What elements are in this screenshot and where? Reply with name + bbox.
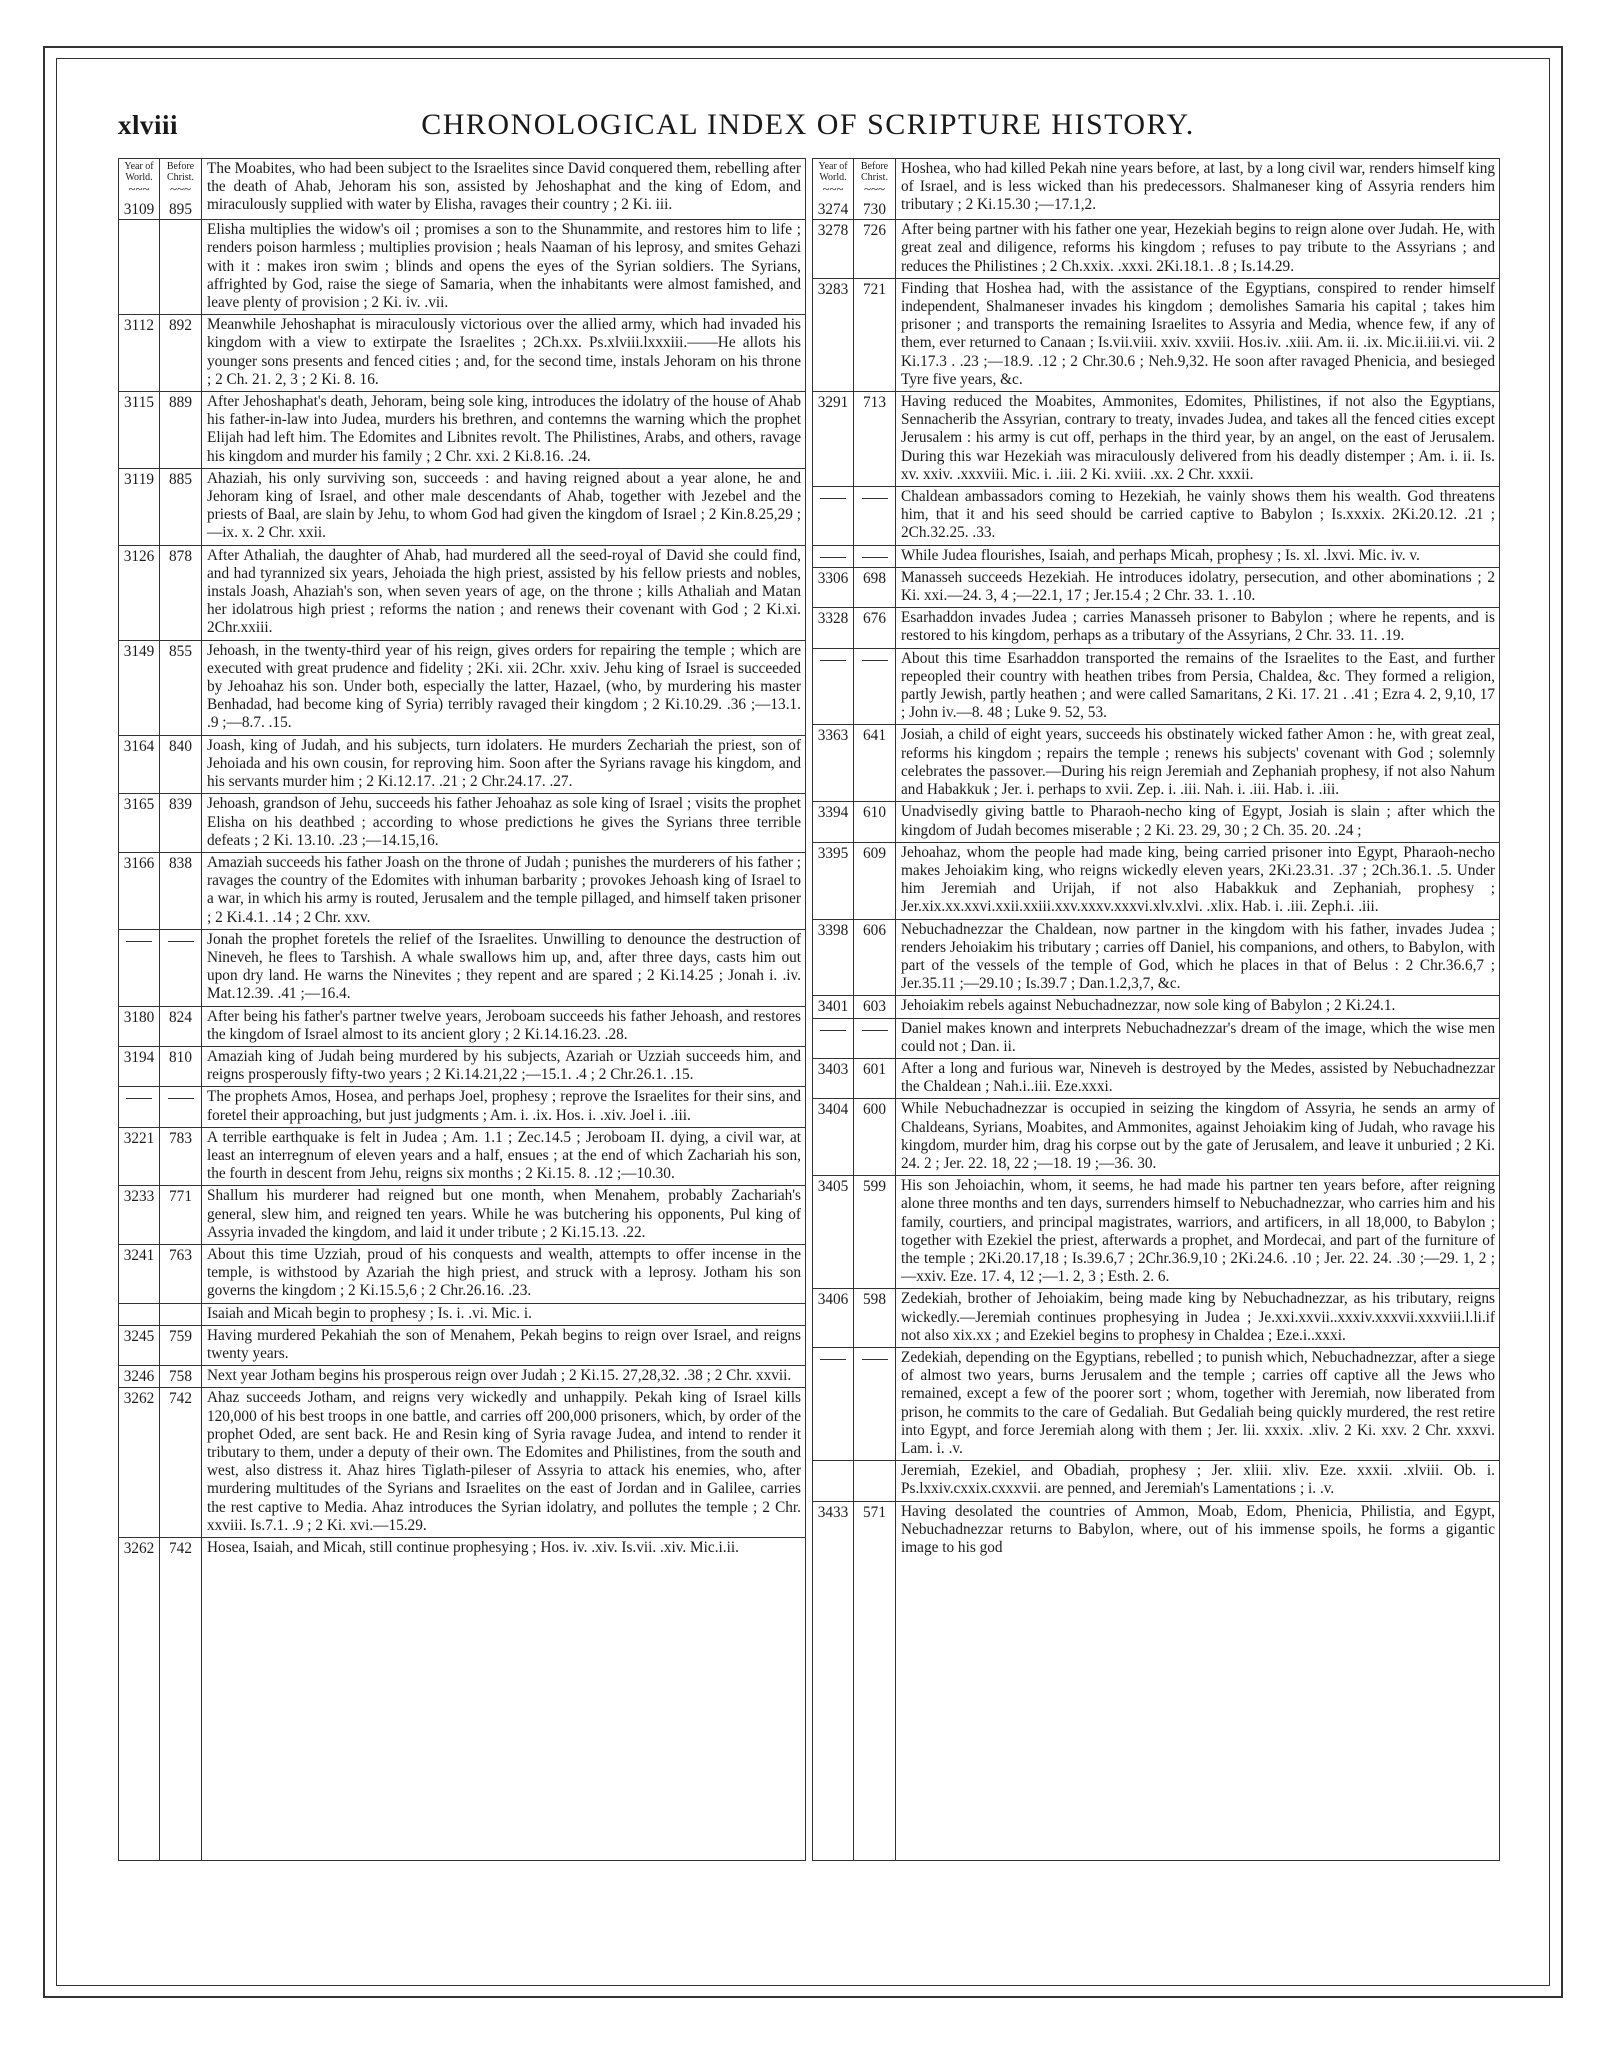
index-entry bbox=[119, 1244, 805, 1303]
year-before-christ bbox=[854, 487, 896, 545]
year-header-tilde: ~~~ bbox=[822, 181, 844, 196]
entry-text: Having desolated the countries of Ammon, Moab, Edom, Phenicia, Philistia, and Egypt, Nebuchadnezzar returns to Babylon, where, out of his immense spoils, he forms a gigantic image to his god bbox=[901, 1502, 1495, 1557]
year-before-christ: 610 bbox=[854, 802, 896, 841]
year-before-christ: 609 bbox=[854, 843, 896, 919]
entry-text: About this time Uzziah, proud of his conquests and wealth, attempts to offer incense in the temple, is withstood by Azariah the high priest, and struck with a leprosy. Jotham his son governs the kingdom ; 2 Ki.15.5,6 ; 2 Chr.26.16. .23. bbox=[207, 1245, 801, 1300]
page-title: CHRONOLOGICAL INDEX OF SCRIPTURE HISTORY. bbox=[421, 108, 1195, 141]
year-before-christ: 742 bbox=[160, 1388, 202, 1537]
index-entry bbox=[119, 468, 805, 545]
year-before-christ bbox=[160, 930, 202, 1006]
index-entry bbox=[119, 1325, 805, 1365]
index-entry bbox=[119, 1387, 805, 1537]
index-entry bbox=[119, 929, 805, 1006]
index-entry bbox=[119, 219, 805, 314]
year-before-christ: 771 bbox=[160, 1186, 202, 1244]
year-before-christ: 676 bbox=[854, 608, 896, 647]
entry-text: The prophets Amos, Hosea, and perhaps Joel, prophesy ; reprove the Israelites for their sins, and foretel their approaching, but just judgments ; Am. i. .ix. Hos. i. .xiv. Joel i. .iii. bbox=[207, 1088, 801, 1124]
year-before-christ: 758 bbox=[160, 1366, 202, 1387]
year-of-world: 3406 bbox=[813, 1289, 854, 1347]
year-before-christ bbox=[854, 1019, 896, 1058]
entry-text: The Moabites, who had been subject to the Israelites since David conquered them, rebelling after the death of Ahab, Jehoram his son, assisted by Jehoshaphat and the king of Edom, and miraculously supplied with water by Elisha, ravages their country ; 2 Ki. iii. bbox=[207, 160, 801, 214]
index-entry bbox=[119, 1006, 805, 1046]
year-of-world: 3115 bbox=[119, 392, 160, 468]
index-entry bbox=[119, 1127, 805, 1186]
index-entry bbox=[813, 486, 1499, 545]
index-entry bbox=[119, 793, 805, 852]
year-of-world: 3262 bbox=[119, 1388, 160, 1537]
index-entry bbox=[813, 1501, 1499, 1560]
entry-text: Jehoiakim rebels against Nebuchadnezzar, now sole king of Babylon ; 2 Ki.24.1. bbox=[901, 997, 1396, 1015]
year-of-world bbox=[813, 1019, 854, 1058]
year-of-world bbox=[119, 1087, 160, 1126]
entry-text: Hosea, Isaiah, and Micah, still continue prophesying ; Hos. iv. .xiv. Is.vii. .xiv. Mic.i.ii. bbox=[207, 1539, 739, 1557]
index-entry bbox=[813, 648, 1499, 725]
year-before-christ: 892 bbox=[160, 315, 202, 391]
year-before-christ: 783 bbox=[160, 1128, 202, 1186]
entry-text: His son Jehoiachin, whom, it seems, he had made his partner ten years before, after reigning alone three months and ten days, surrenders himself to Nebuchadnezzar, who carries him and his family, courtiers, and principal magistrates, warriors, and artificers, in all 18,000, to Babylon ; together with Ezekiel the priest, afterwards a prophet, and Mordecai, and part of the furniture of the temple ; 2Ki.20.17,18 ; Is.39.6,7 ; 2Chr.36.9,10 ; 2Ki.24.6. .10 ; Jer. 22. 24. .30 ;—29. 1, 2 ;—xxiv. Eze. 17. 4, 12 ;—1. 2, 3 ; Esth. 2. 6. bbox=[901, 1177, 1495, 1286]
year-of-world: 3404 bbox=[813, 1099, 854, 1175]
entry-text: Shallum his murderer had reigned but one month, when Menahem, probably Zachariah's general, slew him, and reigned ten years. While he was butchering his opponents, Pul king of Assyria invaded the kingdom, and laid it under tribute ; 2 Ki.15.13. .22. bbox=[207, 1187, 801, 1241]
year-before-christ: 889 bbox=[160, 392, 202, 468]
entry-text: Having reduced the Moabites, Ammonites, Edomites, Philistines, if not also the Egyptians, Sennacherib the Assyrian, contrary to treaty, invades Judea, and takes all the fenced cities except Jerusalem : his army is cut off, perhaps in the third year, by an angel, on the east of Jerusalem. During this war Hezekiah was miraculously delivered from his deadly distemper ; Am. i. ii. Is. xv. xxiv. .xxxviii. Mic. i. .iii. 2 Ki. xviii. .xx. 2 Chr. xxxii. bbox=[901, 393, 1495, 483]
year-of-world bbox=[119, 159, 160, 219]
index-entry bbox=[813, 219, 1499, 278]
index-entry bbox=[813, 391, 1499, 486]
year-of-world bbox=[813, 487, 854, 545]
year-of-world bbox=[813, 159, 854, 219]
index-entry bbox=[119, 1303, 805, 1325]
entry-text: Elisha multiplies the widow's oil ; promises a son to the Shunammite, and restores him to life ; renders poison harmless ; multiplies provision ; heals Naaman of his leprosy, and smites Gehazi with it : makes iron swim ; blinds and opens the eyes of the Syrian soldiers. The Syrians, affrighted by God, raise the siege of Samaria, when the inhabitants were almost famished, and leave plenty of provision ; 2 Ki. iv. .vii. bbox=[207, 221, 801, 312]
before-header-label: Before Christ. bbox=[166, 161, 195, 183]
year-of-world: 3395 bbox=[813, 843, 854, 919]
year-before-christ: 878 bbox=[160, 546, 202, 640]
index-entry bbox=[813, 567, 1499, 607]
entry-text: Chaldean ambassadors coming to Hezekiah, he vainly shows them his wealth. God threatens him, that it and his seed should be carried captive to Babylon ; Is.xxxix. 2Ki.20.12. .21 ; 2Ch.32.25. .33. bbox=[901, 488, 1495, 542]
entry-text: Amaziah succeeds his father Joash on the throne of Judah ; punishes the murderers of his father ; ravages the country of the Edomites with inhuman barbarity ; provokes Jehoash king of Israel to a war, in which his army is routed, Jerusalem and the temple pillaged, and himself taken prisoner ; 2 Ki.4.1. .14 ; 2 Chr. xxv. bbox=[207, 853, 801, 926]
year-of-world: 3194 bbox=[119, 1047, 160, 1086]
year-before-christ: 713 bbox=[854, 392, 896, 486]
year-of-world bbox=[813, 1461, 854, 1500]
year-of-world: 3164 bbox=[119, 736, 160, 794]
year-before-christ bbox=[854, 1461, 896, 1500]
before-header-tilde: ~~~ bbox=[169, 181, 192, 196]
entry-text: After being partner with his father one year, Hezekiah begins to reign alone over Judah. He, with great zeal and diligence, reforms his kingdom ; refuses to pay tribute to the Assyrians ; and reduces the Philistines ; 2 Ch.xxix. .xxxi. 2Ki.18.1. .8 ; Is.14.29. bbox=[901, 221, 1495, 275]
year-of-world: 3401 bbox=[813, 996, 854, 1017]
year-of-world: 3119 bbox=[119, 469, 160, 545]
entry-text: Next year Jotham begins his prosperous reign over Judah ; 2 Ki.15. 27,28,32. .38 ; 2 Chr. xxvii. bbox=[207, 1367, 792, 1385]
entry-text: Ahaziah, his only surviving son, succeeds : and having reigned about a year alone, he and Jehoram king of Israel, and other male descendants of Ahab, together with Jezebel and the priests of Baal, are slain by Jehu, to whom God had given the kingdom of Israel ; 2 Kin.8.25,29 ;—ix. x. 2 Chr. xxii. bbox=[207, 469, 801, 542]
year-of-world: 3262 bbox=[119, 1538, 160, 1559]
year-before-christ bbox=[160, 220, 202, 314]
year-before-christ bbox=[160, 159, 202, 219]
entry-text: Manasseh succeeds Hezekiah. He introduces idolatry, persecution, and other abominations ; 2 Ki. xxi.—24. 3, 4 ;—22.1, 17 ; Jer.15.4 ; 2 Chr. 33. 1. .10. bbox=[901, 568, 1495, 605]
year-value: 3274 bbox=[817, 201, 849, 218]
year-of-world: 3278 bbox=[813, 220, 854, 278]
entry-text: Daniel makes known and interprets Nebuchadnezzar's dream of the image, which the wise men could not ; Dan. ii. bbox=[901, 1019, 1495, 1055]
entry-text: After Athaliah, the daughter of Ahab, had murdered all the seed-royal of David she could find, and had tyrannized six years, Jehoiada the high priest, assisted by his fellow priests and nobles, instals Joash, Ahaziah's son, when seven years of age, on the throne ; kills Athaliah and Matan her idolatrous high priest ; reforms the nation ; and renews their covenant with God ; 2 Ki.xi. 2Chr.xxiii. bbox=[207, 546, 801, 637]
year-of-world: 3245 bbox=[119, 1326, 160, 1365]
index-entry bbox=[119, 1086, 805, 1126]
year-before-christ: 598 bbox=[854, 1289, 896, 1347]
entry-text: Joash, king of Judah, and his subjects, turn idolaters. He murders Zechariah the priest, son of Jehoiada and his own cousin, for reproving him. Soon after the Syrians ravage his kingdom, and his servants murder him ; 2 Ki.12.17. .21 ; 2 Chr.24.17. .27. bbox=[207, 736, 801, 791]
entry-text: Jehoahaz, whom the people had made king, being carried prisoner into Egypt, Pharaoh-necho makes Jehoiakim king, who reigns wickedly eleven years, 2Ki.23.31. .37 ; 2Ch.36.1. .5. Under him Jeremiah and Urijah, if not also Habakkuk and Zephaniah, prophesy ; Jer.xix.xx.xxvi.xxii.xxiii.xxv.xxxv.xxxvi.xlv.xlvi. .xlix. Hab. i. .iii. Zeph.i. .iii. bbox=[901, 843, 1495, 916]
year-of-world: 3363 bbox=[813, 725, 854, 801]
year-value: 3109 bbox=[123, 201, 155, 218]
year-before-christ: 600 bbox=[854, 1099, 896, 1175]
bc-value: 730 bbox=[863, 201, 886, 218]
year-of-world: 3405 bbox=[813, 1176, 854, 1288]
year-before-christ: 838 bbox=[160, 853, 202, 929]
year-of-world: 3112 bbox=[119, 315, 160, 391]
year-of-world bbox=[813, 546, 854, 567]
year-of-world: 3149 bbox=[119, 641, 160, 735]
left-column bbox=[118, 158, 806, 1861]
page-number: xlviii bbox=[118, 110, 179, 140]
entry-text: Jehoash, grandson of Jehu, succeeds his father Jehoahaz as sole king of Israel ; visits the prophet Elisha on his deathbed ; according to whose predictions he gives the Syrians three terrible defeats ; 2 Ki. 13.10. .23 ;—14.15,16. bbox=[207, 795, 801, 849]
index-entry bbox=[813, 545, 1499, 567]
year-before-christ bbox=[854, 159, 896, 219]
year-of-world bbox=[119, 1304, 160, 1325]
entry-text: While Nebuchadnezzar is occupied in seizing the kingdom of Assyria, he sends an army of Chaldeans, Syrians, Moabites, and Ammonites, against Jehoiakim king of Judah, who ravage his kingdom, murder him, drag his corpse out by the gate of Jerusalem, and leave it unburied ; 2 Ki. 24. 2 ; Jer. 22. 18, 22 ;—18. 19 ;—36. 30. bbox=[901, 1100, 1495, 1172]
index-entry bbox=[119, 545, 805, 640]
entry-text: Jonah the prophet foretels the relief of the Israelites. Unwilling to denounce the destruction of Nineveh, he flees to Tarshish. A whale swallows him up, and, after three days, casts him out upon dry land. He warns the Ninevites ; they repent and are spared ; 2 Ki.14.25 ; Jonah i. .iv. Mat.12.39. .41 ;—16.4. bbox=[207, 930, 801, 1003]
index-entry bbox=[119, 1185, 805, 1244]
year-of-world: 3291 bbox=[813, 392, 854, 486]
year-before-christ: 599 bbox=[854, 1176, 896, 1288]
year-of-world: 3394 bbox=[813, 802, 854, 841]
year-before-christ bbox=[854, 546, 896, 567]
year-before-christ: 726 bbox=[854, 220, 896, 278]
entry-text: Nebuchadnezzar the Chaldean, now partner in the kingdom with his father, invades Judea ; renders Jehoiakim his tributary ; carries off Daniel, his companions, and others, to Babylon, with part of the vessels of the temple of God, which he places in that of Belus : 2 Chr.36.6,7 ; Jer.35.11 ;—29.10 ; Is.39.7 ; Dan.1.2,3,7, &c. bbox=[901, 920, 1495, 993]
entry-text: Zedekiah, brother of Jehoiakim, being made king by Nebuchadnezzar, as his tributary, reigns wickedly.—Jeremiah continues prophesying in Judea ; Je.xxi.xxvii..xxxiv.xxxvii.xxxviii.l.li.if not also xix.xx ; and Ezekiel begins to prophesy in Chaldea ; Eze.i..xxxi. bbox=[901, 1290, 1495, 1344]
year-before-christ: 763 bbox=[160, 1245, 202, 1303]
entry-text: Unadvisedly giving battle to Pharaoh-necho king of Egypt, Josiah is slain ; after which the kingdom of Judah becomes miserable ; 2 Ki. 23. 29, 30 ; 2 Ch. 35. 20. .24 ; bbox=[901, 803, 1495, 839]
year-of-world: 3306 bbox=[813, 568, 854, 607]
index-entry bbox=[813, 842, 1499, 919]
page-header bbox=[118, 108, 1498, 148]
index-entry bbox=[119, 158, 805, 219]
year-of-world: 3221 bbox=[119, 1128, 160, 1186]
index-entry bbox=[813, 1288, 1499, 1347]
year-before-christ: 721 bbox=[854, 279, 896, 391]
index-entry bbox=[813, 1460, 1499, 1500]
year-before-christ bbox=[854, 1348, 896, 1460]
index-entry bbox=[119, 1046, 805, 1086]
year-header-tilde: ~~~ bbox=[128, 181, 150, 196]
year-before-christ bbox=[160, 1087, 202, 1126]
year-before-christ: 759 bbox=[160, 1326, 202, 1365]
year-of-world: 3246 bbox=[119, 1366, 160, 1387]
entry-text: After being his father's partner twelve years, Jeroboam succeeds his father Jehoash, and restores the kingdom of Israel almost to its ancient glory ; 2 Ki.14.16.23. .28. bbox=[207, 1007, 801, 1043]
index-entry bbox=[813, 1098, 1499, 1175]
year-of-world: 3180 bbox=[119, 1007, 160, 1046]
year-of-world: 3165 bbox=[119, 794, 160, 852]
entry-text: While Judea flourishes, Isaiah, and perhaps Micah, prophesy ; Is. xl. .lxvi. Mic. iv. v. bbox=[901, 546, 1420, 564]
year-of-world bbox=[813, 649, 854, 725]
entry-text: Hoshea, who had killed Pekah nine years before, at last, by a long civil war, renders himself king of Israel, and is less wicked than his predecessors. Shalmaneser king of Assyria renders him tributary ; 2 Ki.15.30 ;—17.1,2. bbox=[901, 160, 1495, 214]
entry-text: Amaziah king of Judah being murdered by his subjects, Azariah or Uzziah succeeds him, and reigns prosperously fifty-two years ; 2 Ki.14.21,22 ;—15.1. .4 ; 2 Chr.26.1. .15. bbox=[207, 1047, 801, 1084]
index-entry bbox=[119, 852, 805, 929]
year-before-christ: 840 bbox=[160, 736, 202, 794]
year-of-world bbox=[813, 1348, 854, 1460]
year-of-world: 3398 bbox=[813, 920, 854, 996]
index-entry bbox=[813, 724, 1499, 801]
year-header-label: Year of World. bbox=[818, 161, 848, 183]
entry-text: Isaiah and Micah begin to prophesy ; Is. i. .vi. Mic. i. bbox=[207, 1304, 532, 1322]
entry-text: Having murdered Pekahiah the son of Menahem, Pekah begins to reign over Israel, and reigns twenty years. bbox=[207, 1326, 801, 1362]
index-entry bbox=[813, 158, 1499, 219]
year-before-christ bbox=[160, 1304, 202, 1325]
entry-text: Finding that Hoshea had, with the assistance of the Egyptians, conspired to render himself independent, Shalmaneser invades his kingdom ; demolishes Samaria his capital ; takes him prisoner ; and transports the remaining Israelites to Assyria and Media, whence few, if any of them, ever returned to Canaan ; Is.vii.viii. xxiv. xxviii. Hos.iv. .xiii. Am. ii. .ix. Mic.ii.iii.vi. vii. 2 Ki.17.3 . .23 ;—18.9. .12 ; 2 Chr.30.6 ; Neh.9,32. He soon after ravaged Phenicia, and besieged Tyre five years, &c. bbox=[901, 279, 1495, 388]
entry-text: Esarhaddon invades Judea ; carries Manasseh prisoner to Babylon ; where he repents, and is restored to his kingdom, perhaps as a tributary of the Assyrians, 2 Chr. 33. 11. .19. bbox=[901, 609, 1495, 645]
year-of-world: 3241 bbox=[119, 1245, 160, 1303]
entry-text: Zedekiah, depending on the Egyptians, rebelled ; to punish which, Nebuchadnezzar, after a siege of almost two years, burns Jerusalem and the temple ; carries off captive all the Jews who remained, except a few of the poorer sort ; whom, together with Jeremiah, now liberated from prison, he commits to the care of Gedaliah. But Gedaliah being quickly murdered, the rest retire into Egypt, and force Jeremiah along with them ; Jer. lii. xxxix. .xliv. 2 Ki. xxv. 2 Chr. xxxvi. Lam. i. .v. bbox=[901, 1348, 1495, 1457]
entry-text: A terrible earthquake is felt in Judea ; Am. 1.1 ; Zec.14.5 ; Jeroboam II. dying, a civil war, at least an interregnum of eleven years and a half, ensues ; at the end of which Zachariah his son, the fourth in descent from Jehu, reigns six months ; 2 Ki.15. 8. .12 ;—10.30. bbox=[207, 1128, 801, 1183]
year-of-world: 3433 bbox=[813, 1502, 854, 1560]
index-entry bbox=[813, 1058, 1499, 1098]
year-before-christ: 824 bbox=[160, 1007, 202, 1046]
index-entry bbox=[119, 314, 805, 391]
index-entry bbox=[813, 607, 1499, 647]
year-before-christ: 698 bbox=[854, 568, 896, 607]
year-before-christ: 855 bbox=[160, 641, 202, 735]
year-of-world: 3328 bbox=[813, 608, 854, 647]
year-before-christ: 606 bbox=[854, 920, 896, 996]
index-entry bbox=[813, 1347, 1499, 1460]
year-of-world: 3283 bbox=[813, 279, 854, 391]
index-entry bbox=[813, 919, 1499, 996]
entry-text: Jehoash, in the twenty-third year of his reign, gives orders for repairing the temple ; which are executed with great prudence and fidelity ; 2Ki. xii. 2Chr. xxiv. Jehu king of Israel is succeeded by Jehoahaz his son. Under both, especially the latter, Hazael, (who, by murdering his master Benhadad, had become king of Syria) terribly ravaged their kingdom ; 2 Ki.10.29. .36 ;—13.1. .9 ;—8.7. .15. bbox=[207, 641, 801, 732]
entry-text: After a long and furious war, Nineveh is destroyed by the Medes, assisted by Nebuchadnezzar the Chaldean ; Nah.i..iii. Eze.xxxi. bbox=[901, 1059, 1495, 1096]
entry-text: Ahaz succeeds Jotham, and reigns very wickedly and unhappily. Pekah king of Israel kills 120,000 of his best troops in one battle, and carries off 200,000 prisoners, which, by order of the prophet Oded, are sent back. He and Resin king of Syria ravage Judea, and intend to render it tributary to them, under a deputy of their own. The Edomites and Philistines, from the south and west, also distress it. Ahaz hires Tiglath-pileser of Assyria to attack his enemies, who, after murdering multitudes of the Syrians and Israelites on the east of Jordan and in Galilee, carries the rest captive to Media. Ahaz introduces the Syrian idolatry, and pollutes the temple ; 2 Chr. xxviii. Is.7.1. .9 ; 2 Ki. xvi.—15.29. bbox=[207, 1389, 801, 1534]
index-entry bbox=[813, 995, 1499, 1017]
year-before-christ: 810 bbox=[160, 1047, 202, 1086]
index-entry bbox=[119, 735, 805, 794]
year-before-christ: 742 bbox=[160, 1538, 202, 1559]
year-of-world bbox=[119, 930, 160, 1006]
index-entry bbox=[813, 1175, 1499, 1288]
year-of-world: 3403 bbox=[813, 1059, 854, 1098]
entry-text: Josiah, a child of eight years, succeeds his obstinately wicked father Amon : he, with great zeal, reforms his kingdom ; repairs the temple ; renews his subjects' covenant with God ; solemnly celebrates the passover.—During his reign Jeremiah and Zephaniah prophesy, if not also Nahum and Habakkuk ; Jer. i. perhaps to xvii. Zep. i. .iii. Nah. i. .iii. Hab. i. .iii. bbox=[901, 726, 1495, 799]
year-of-world: 3233 bbox=[119, 1186, 160, 1244]
index-entry bbox=[119, 1537, 805, 1559]
index-entry bbox=[813, 801, 1499, 841]
year-of-world: 3166 bbox=[119, 853, 160, 929]
entry-text: About this time Esarhaddon transported the remains of the Israelites to the East, and further repeopled their country with heathen tribes from Persia, Chaldea, &c. They formed a religion, partly Jewish, partly heathen ; and were called Samaritans, 2 Ki. 17. 21 . .41 ; Ezra 4. 2, 9,10, 17 ; John iv.—8. 48 ; Luke 9. 52, 53. bbox=[901, 649, 1495, 722]
bc-value: 895 bbox=[169, 201, 192, 218]
year-before-christ: 571 bbox=[854, 1502, 896, 1560]
index-entry bbox=[813, 1018, 1499, 1058]
year-before-christ: 641 bbox=[854, 725, 896, 801]
year-before-christ: 885 bbox=[160, 469, 202, 545]
index-entry bbox=[119, 1365, 805, 1387]
right-column bbox=[812, 158, 1500, 1861]
year-before-christ: 603 bbox=[854, 996, 896, 1017]
before-header-tilde: ~~~ bbox=[863, 181, 886, 196]
year-of-world: 3126 bbox=[119, 546, 160, 640]
year-before-christ bbox=[854, 649, 896, 725]
year-before-christ: 601 bbox=[854, 1059, 896, 1098]
entry-text: After Jehoshaphat's death, Jehoram, being sole king, introduces the idolatry of the house of Ahab his father-in-law into Judea, murders his brethren, and contemns the warning which the prophet Elijah had left him. The Edomites and Libnites revolt. The Philistines, Arabs, and others, ravage his kingdom and murder his family ; 2 Chr. xxi. 2 Ki.8.16. .24. bbox=[207, 393, 801, 465]
entry-text: Meanwhile Jehoshaphat is miraculously victorious over the allied army, which had invaded his kingdom with a view to extirpate the Israelites ; 2Ch.xx. Ps.xlviii.lxxxiii.——He allots his younger sons presents and fenced cities ; and, for the second time, instals Jehoram on his throne ; 2 Ch. 21. 2, 3 ; 2 Ki. 8. 16. bbox=[207, 316, 801, 388]
index-entry bbox=[813, 278, 1499, 391]
year-of-world bbox=[119, 220, 160, 314]
entry-text: Jeremiah, Ezekiel, and Obadiah, prophesy ; Jer. xliii. xliv. Eze. xxxii. .xlviii. Ob. i. Ps.lxxiv.cxxix.cxxxvii. are penned, and Jeremiah's Lamentations ; i. .v. bbox=[901, 1462, 1495, 1498]
year-header-label: Year of World. bbox=[124, 161, 154, 183]
index-entry bbox=[119, 391, 805, 468]
index-entry bbox=[119, 640, 805, 735]
before-header-label: Before Christ. bbox=[860, 161, 889, 183]
year-before-christ: 839 bbox=[160, 794, 202, 852]
